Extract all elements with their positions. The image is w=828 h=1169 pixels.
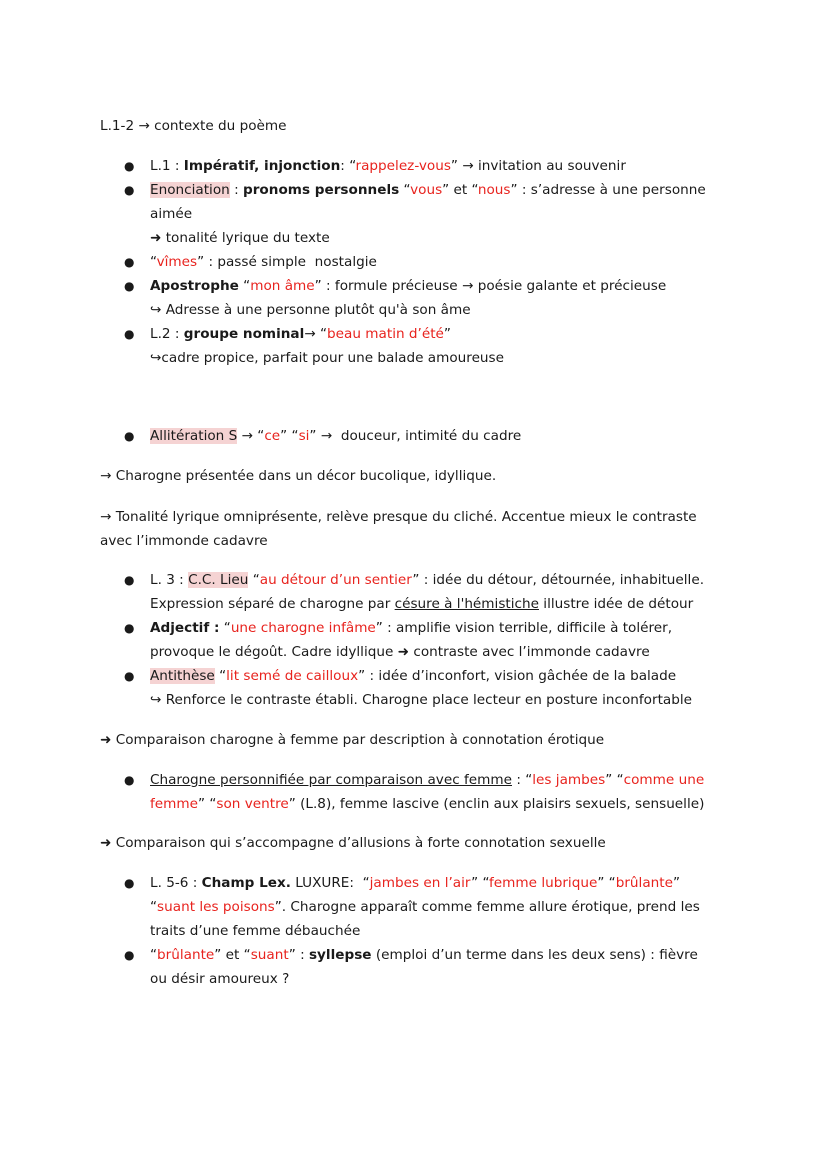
text-line: [100, 728, 730, 752]
quote-text: femme: [150, 796, 198, 812]
text-segment: ” : passé simple nostalgie: [197, 254, 377, 270]
text-line: [150, 640, 730, 664]
list-item: [100, 178, 730, 250]
list-item: [100, 274, 730, 322]
text-segment: ” (L.8), femme lascive (enclin aux plaisirs sexuels, sensuelle): [288, 796, 705, 812]
text-segment: ” “: [471, 875, 489, 891]
text-segment: ” “: [280, 428, 299, 444]
text-line: [100, 464, 730, 488]
bold-term: syllepse: [308, 947, 372, 963]
list-item: [100, 664, 730, 712]
text-line: [150, 424, 730, 448]
text-segment: L. 3 :: [150, 572, 189, 588]
list-item: [100, 568, 730, 616]
text-segment: :: [229, 182, 243, 198]
bullet-list: [100, 768, 730, 816]
text-line: [150, 688, 730, 712]
text-segment: → Tonalité lyrique omniprésente, relève presque du cliché. Accentue mieux le contraste: [100, 509, 697, 525]
text-segment: ➜ Comparaison charogne à femme par description à connotation érotique: [100, 732, 605, 748]
highlighted-term: Allitération S: [150, 428, 238, 444]
text-line: [150, 592, 730, 616]
paragraph: [100, 464, 730, 488]
bullet-icon: ●: [124, 159, 135, 173]
quote-text: brûlante: [157, 947, 215, 963]
bullet-icon: ●: [124, 573, 135, 587]
quote-text: rappelez-vous: [355, 158, 451, 174]
bullet-icon: ●: [124, 279, 135, 293]
quote-text: les jambes: [532, 772, 606, 788]
quote-text: jambes en l’air: [369, 875, 472, 891]
quote-text: une charogne infâme: [230, 620, 376, 636]
text-line: [150, 768, 730, 792]
text-segment: L.1-2 → contexte du poème: [100, 118, 287, 134]
text-segment: provoque le dégoût. Cadre idyllique ➜ contraste avec l’immonde cadavre: [150, 644, 650, 660]
text-segment: ” → invitation au souvenir: [450, 158, 626, 174]
bullet-icon: ●: [124, 876, 135, 890]
highlighted-term: Enonciation: [150, 182, 230, 198]
quote-text: son ventre: [216, 796, 289, 812]
quote-text: beau matin d’été: [327, 326, 444, 342]
text-segment: ” “: [605, 772, 624, 788]
text-line: [150, 202, 730, 226]
text-segment: : “: [340, 158, 356, 174]
highlighted-term: C.C. Lieu: [188, 572, 249, 588]
list-item: [100, 616, 730, 664]
text-line: [150, 154, 730, 178]
bullet-list: [100, 154, 730, 370]
paragraph: [100, 831, 730, 855]
text-segment: ➜ tonalité lyrique du texte: [150, 230, 330, 246]
text-segment: ” : idée d’inconfort, vision gâchée de la balade: [358, 668, 677, 684]
text-line: [150, 792, 730, 816]
text-segment: “: [214, 668, 227, 684]
text-segment: aimée: [150, 206, 193, 222]
text-line: [150, 943, 730, 967]
text-segment: → “: [237, 428, 265, 444]
text-line: [150, 226, 730, 250]
text-line: [150, 322, 730, 346]
text-line: [150, 616, 730, 640]
underlined-text: césure à l'hémistiche: [394, 596, 539, 612]
text-segment: ➜ Comparaison qui s’accompagne d’allusions à forte connotation sexuelle: [100, 835, 606, 851]
text-segment: “: [219, 620, 231, 636]
text-segment: ” :: [288, 947, 309, 963]
bold-term: groupe nominal: [183, 326, 305, 342]
bold-term: Apostrophe: [150, 278, 239, 294]
text-line: [150, 346, 730, 370]
quote-text: au détour d’un sentier: [259, 572, 413, 588]
text-segment: ” : s’adresse à une personne: [510, 182, 706, 198]
bullet-icon: ●: [124, 327, 135, 341]
text-segment: ”. Charogne apparaît comme femme allure érotique, prend les: [274, 899, 700, 915]
text-segment: → Charogne présentée dans un décor bucolique, idyllique.: [100, 468, 497, 484]
quote-text: brûlante: [615, 875, 673, 891]
text-segment: ” “: [198, 796, 217, 812]
text-segment: : “: [512, 772, 533, 788]
text-segment: L.1 :: [150, 158, 184, 174]
text-segment: “: [248, 572, 260, 588]
underlined-text: Charogne personnifiée par comparaison avec femme: [150, 772, 512, 788]
bullet-list: [100, 568, 730, 712]
paragraph: [100, 114, 730, 138]
bullet-icon: ●: [124, 255, 135, 269]
text-line: [100, 529, 730, 553]
quote-text: lit semé de cailloux: [226, 668, 359, 684]
bullet-icon: ●: [124, 429, 135, 443]
text-segment: illustre idée de détour: [538, 596, 694, 612]
bullet-icon: ●: [124, 948, 135, 962]
text-segment: ” : amplifie vision terrible, difficile à tolérer,: [375, 620, 673, 636]
quote-text: comme une: [623, 772, 705, 788]
quote-text: suant les poisons: [157, 899, 275, 915]
bold-term: Champ Lex.: [201, 875, 291, 891]
text-segment: “: [399, 182, 411, 198]
text-segment: “: [150, 254, 157, 270]
quote-text: vîmes: [156, 254, 198, 270]
text-segment: → “: [304, 326, 328, 342]
quote-text: suant: [250, 947, 289, 963]
text-segment: “: [150, 899, 158, 915]
bullet-icon: ●: [124, 669, 135, 683]
text-segment: ou désir amoureux ?: [150, 971, 290, 987]
text-segment: ↪ Adresse à une personne plutôt qu'à son âme: [150, 302, 471, 318]
text-segment: avec l’immonde cadavre: [100, 533, 268, 549]
text-segment: “: [150, 947, 158, 963]
list-item: [100, 154, 730, 178]
text-segment: ↪cadre propice, parfait pour une balade amoureuse: [150, 350, 504, 366]
text-segment: ” et “: [442, 182, 478, 198]
text-segment: L. 5-6 :: [150, 875, 202, 891]
list-item: [100, 424, 730, 448]
text-segment: ”: [443, 326, 451, 342]
text-line: [150, 274, 730, 298]
list-item: [100, 871, 730, 943]
text-segment: traits d’une femme débauchée: [150, 923, 361, 939]
text-segment: ” : idée du détour, détournée, inhabituelle.: [412, 572, 705, 588]
text-line: [150, 664, 730, 688]
text-line: [150, 178, 730, 202]
text-line: [150, 298, 730, 322]
text-line: [150, 919, 730, 943]
quote-text: nous: [477, 182, 511, 198]
text-line: [150, 871, 730, 895]
text-segment: ” et “: [214, 947, 251, 963]
text-line: [100, 505, 730, 529]
bold-term: Adjectif :: [150, 620, 220, 636]
text-line: [150, 568, 730, 592]
bullet-icon: ●: [124, 621, 135, 635]
text-line: [100, 831, 730, 855]
text-line: [150, 250, 730, 274]
list-item: [100, 943, 730, 991]
bold-term: Impératif, injonction: [183, 158, 341, 174]
text-segment: ” : formule précieuse → poésie galante et précieuse: [314, 278, 667, 294]
paragraph: [100, 728, 730, 752]
text-segment: ”: [672, 875, 681, 891]
text-segment: Expression séparé de charogne par: [150, 596, 395, 612]
quote-text: femme lubrique: [489, 875, 598, 891]
text-segment: L.2 :: [150, 326, 184, 342]
bold-term: pronoms personnels: [243, 182, 400, 198]
text-segment: (emploi d’un terme dans les deux sens) : fièvre: [371, 947, 698, 963]
text-segment: ” “: [597, 875, 616, 891]
paragraph: [100, 505, 730, 553]
text-segment: ” → douceur, intimité du cadre: [309, 428, 522, 444]
text-segment: LUXURE: “: [290, 875, 370, 891]
list-item: [100, 322, 730, 370]
quote-text: si: [298, 428, 310, 444]
text-segment: “: [238, 278, 251, 294]
highlighted-term: Antithèse: [150, 668, 215, 684]
list-item: [100, 250, 730, 274]
text-line: [100, 114, 730, 138]
text-segment: ↪ Renforce le contraste établi. Charogne place lecteur en posture inconfortable: [150, 692, 693, 708]
bullet-icon: ●: [124, 183, 135, 197]
bullet-list: [100, 424, 730, 448]
bullet-icon: ●: [124, 773, 135, 787]
text-line: [150, 895, 730, 919]
bullet-list: [100, 871, 730, 991]
text-line: [150, 967, 730, 991]
list-item: [100, 768, 730, 816]
quote-text: vous: [410, 182, 443, 198]
quote-text: mon âme: [250, 278, 315, 294]
quote-text: ce: [264, 428, 281, 444]
